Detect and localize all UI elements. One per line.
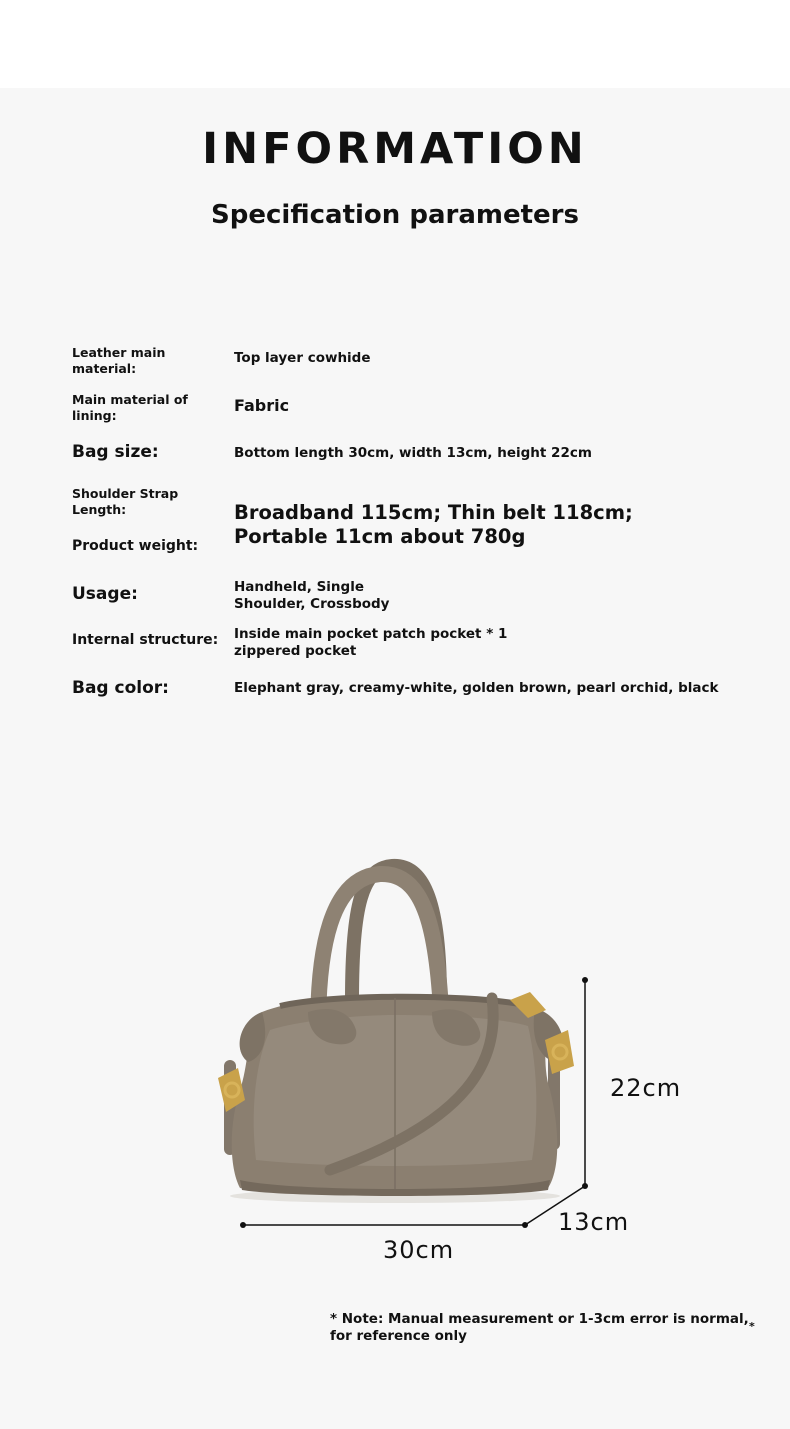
- size-label: Bag size:: [72, 442, 159, 462]
- note-star: *: [749, 1320, 755, 1333]
- size-value: Bottom length 30cm, width 13cm, height 22cm: [234, 445, 592, 461]
- usage-value: Handheld, Single Shoulder, Crossbody: [234, 579, 390, 612]
- strap-label: Shoulder Strap Length:: [72, 486, 179, 517]
- strap-value-line1: Broadband 115cm; Thin belt 118cm;: [234, 501, 633, 524]
- color-label: Bag color:: [72, 678, 169, 698]
- page-title: INFORMATION: [202, 124, 588, 174]
- color-value: Elephant gray, creamy-white, golden brown, pearl orchid, black: [234, 680, 719, 696]
- weight-label: Product weight:: [72, 538, 199, 554]
- page-subtitle: Specification parameters: [211, 200, 579, 230]
- leather-label: Leather main material:: [72, 345, 166, 376]
- usage-label: Usage:: [72, 584, 138, 604]
- height-dimension: 22cm: [610, 1074, 682, 1102]
- strap-value-line2: Portable 11cm about 780g: [234, 525, 526, 548]
- leather-value: Top layer cowhide: [234, 350, 371, 366]
- width-dimension: 30cm: [383, 1236, 455, 1264]
- internal-value: Inside main pocket patch pocket * 1 zippered pocket: [234, 626, 508, 659]
- lining-value: Fabric: [234, 396, 290, 415]
- depth-dimension: 13cm: [558, 1208, 630, 1236]
- lining-label: Main material of lining:: [72, 392, 188, 423]
- measurement-note: * Note: Manual measurement or 1-3cm error is normal, for reference only: [330, 1311, 749, 1344]
- internal-label: Internal structure:: [72, 632, 219, 648]
